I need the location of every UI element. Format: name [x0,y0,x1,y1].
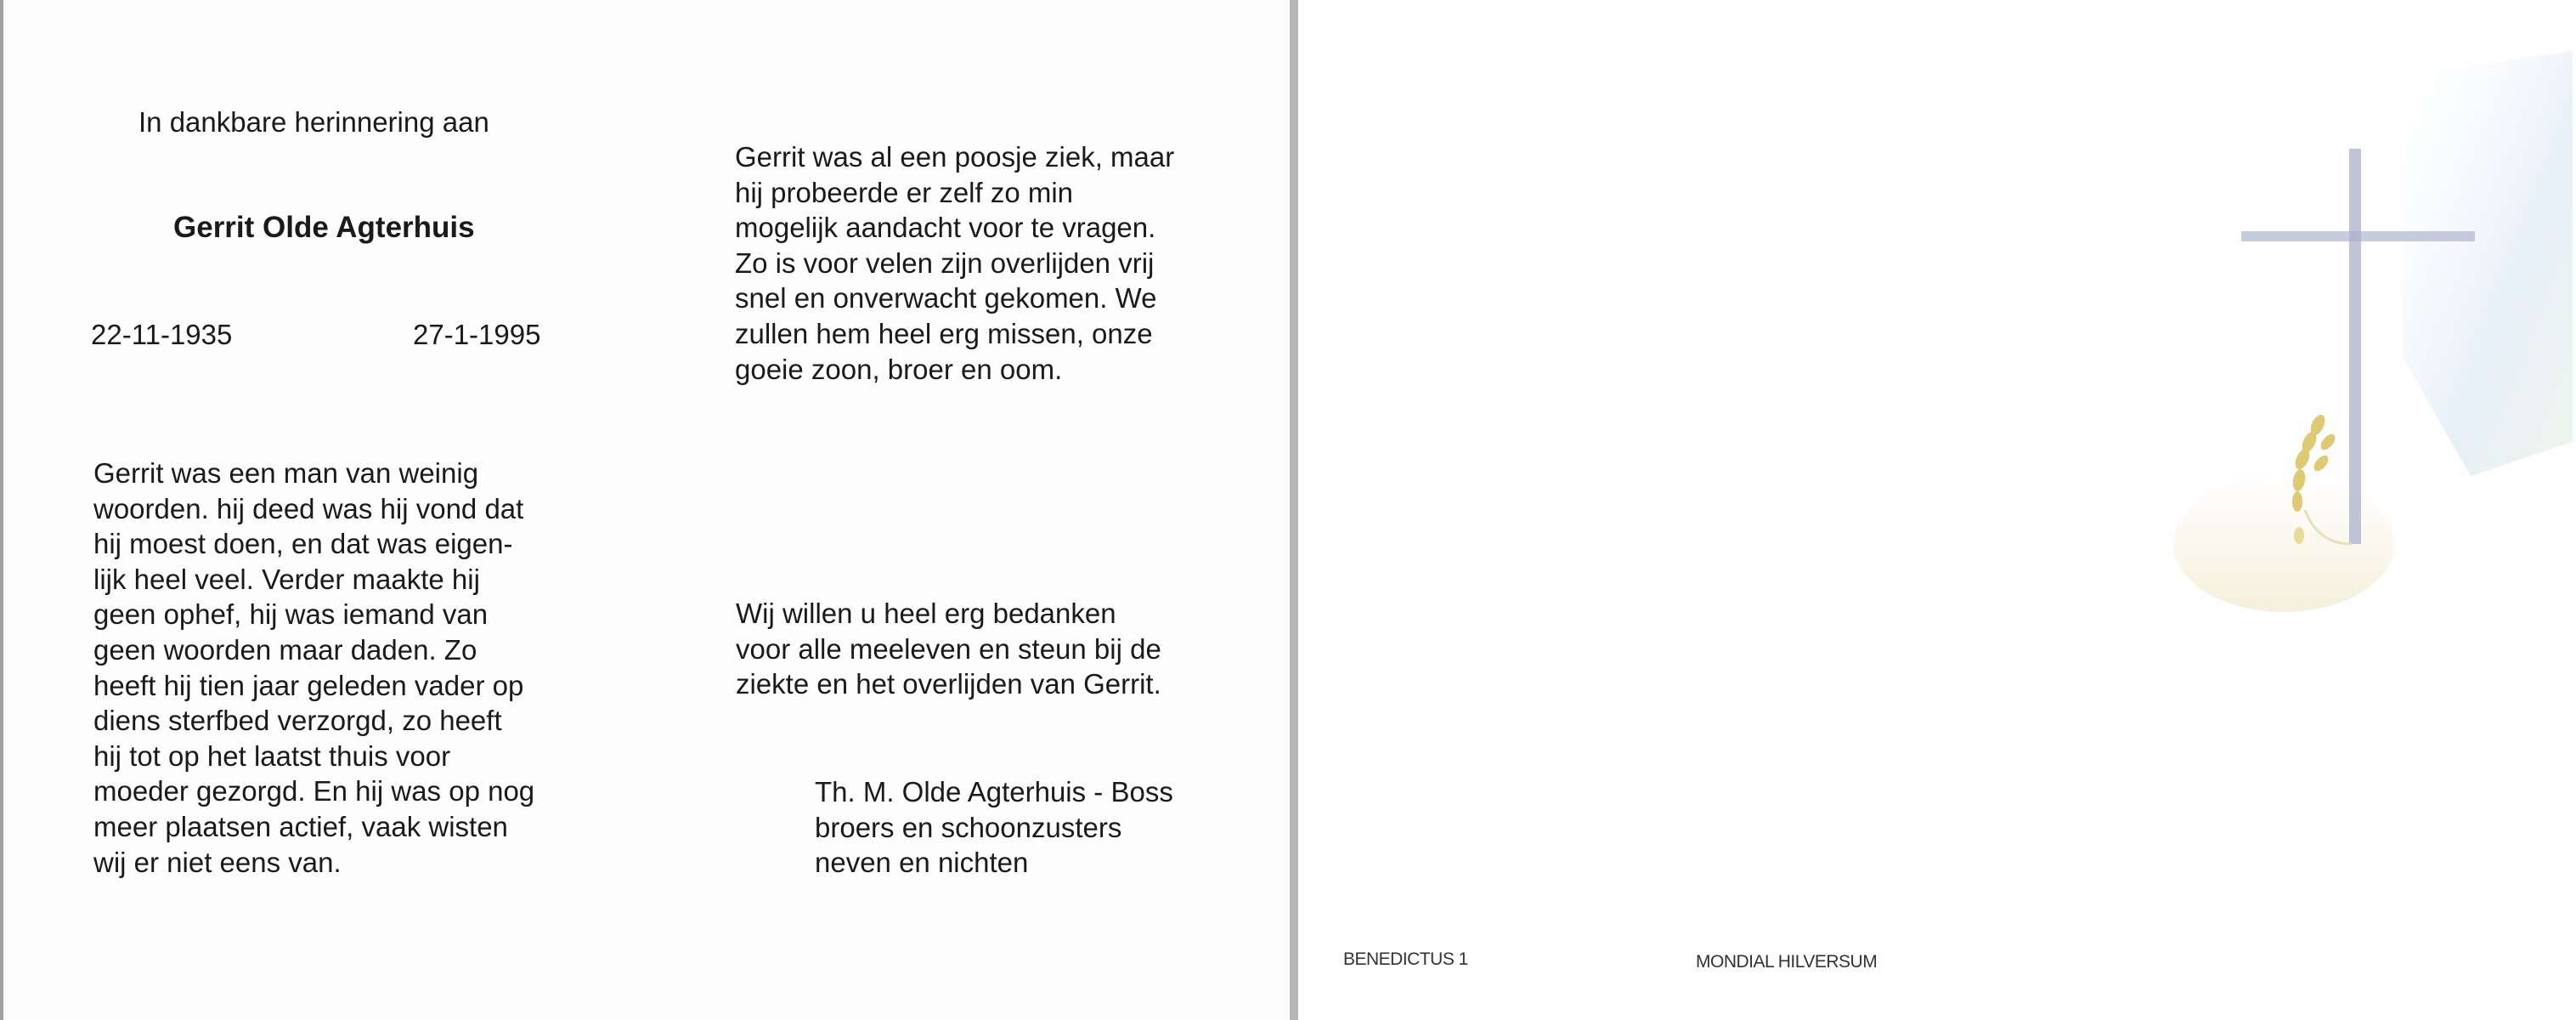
illustration [1298,0,2576,1020]
card-fold [1290,0,1298,1020]
intro-line: In dankbare herinnering aan [138,106,489,138]
thanks-paragraph: Wij willen u heel erg bedanken voor alle meeleven en steun bij de ziekte en het overlijden van Gerrit. [736,598,1161,700]
birth-date: 22-11-1935 [91,319,233,350]
memorial-text: Gerrit was een man van weinig woorden. hij deed was hij vond dat hij moest doen, en dat was eigen- lijk heel veel. Verder maakte hij geen ophef, hij was iemand van geen woorden maar daden. Zo heeft hij tien jaar geleden vader op diens sterfbed verzorgd, zo heeft hij tot op het laatst thuis voor moeder gezorgd. En hij was op nog meer plaatsen actief, vaak wisten wij er niet eens van. [93,457,535,878]
illness-paragraph: Gerrit was al een poosje ziek, maar hij probeerde er zelf zo min mogelijk aandacht voor te vragen. Zo is voor velen zijn overlijden vrij snel en onverwacht gekomen. We zullen hem heel erg missen, onze goeie zoon, broer en oom. [735,141,1175,385]
imprint-publisher: MONDIAL HILVERSUM [1696,952,1878,972]
deceased-name: Gerrit Olde Agterhuis [173,211,475,244]
death-date: 27-1-1995 [413,319,541,350]
card-edge [0,0,3,1020]
card-illustration-page [1298,0,2576,1020]
family-signature: Th. M. Olde Agterhuis - Boss broers en schoonzusters neven en nichten [815,776,1173,879]
imprint-series: BENEDICTUS 1 [1343,949,1468,969]
